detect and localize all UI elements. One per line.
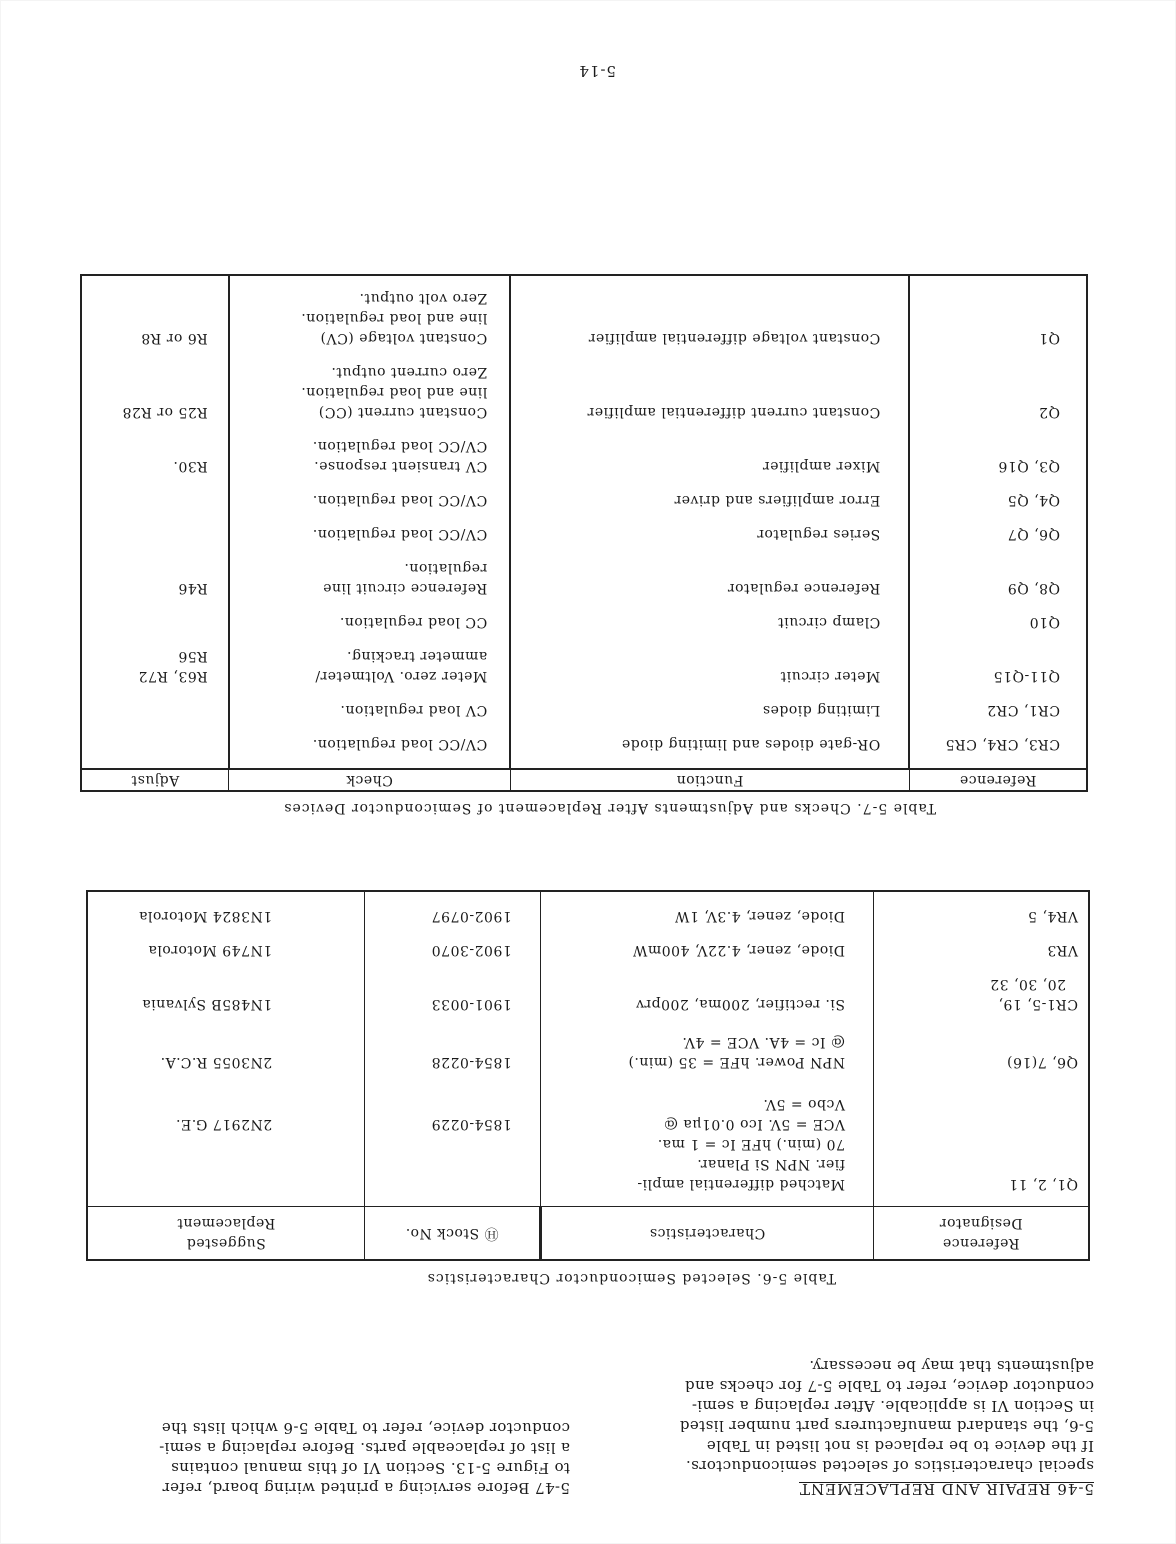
header-reference: Reference bbox=[909, 769, 1087, 791]
cell-check: CV transient response. CV/CC load regulation. bbox=[229, 436, 510, 490]
paragraph-line: adjustments that may be necessary. bbox=[808, 1357, 1094, 1375]
table-5-7-caption: Table 5-7. Checks and Adjustments After Replacement of Semiconductor Devices bbox=[283, 800, 936, 816]
cell-adjust: R6 or R8 bbox=[81, 275, 229, 362]
cell-check: CV load regulation. bbox=[229, 700, 510, 734]
cell-function: Mixer amplifier bbox=[510, 436, 909, 490]
cell-adjust: R46 bbox=[81, 558, 229, 612]
header-check: Check bbox=[229, 769, 510, 791]
cell-adjust: R30. bbox=[81, 436, 229, 490]
cell-reference: Q4, Q5 bbox=[909, 490, 1087, 524]
cell-characteristics: Diode, zener, 4.3V, 1W bbox=[540, 891, 873, 940]
cell-adjust bbox=[81, 700, 229, 734]
cell-replacement: 1N3824 Motorola bbox=[87, 891, 365, 940]
cell-function: OR-gate diodes and limiting diode bbox=[510, 734, 909, 769]
section-heading: 5-46 REPAIR AND REPLACEMENT bbox=[799, 1480, 1094, 1498]
table-row bbox=[81, 275, 1087, 362]
header-stock-no: Ⓗ Stock No. bbox=[365, 1207, 541, 1261]
table-row bbox=[81, 436, 1087, 490]
cell-reference: VR4, 5 bbox=[873, 891, 1089, 940]
cell-function: Meter circuit bbox=[510, 646, 909, 700]
cell-adjust: R25 or R28 bbox=[81, 362, 229, 436]
cell-check: CV/CC load regulation. bbox=[229, 734, 510, 769]
cell-reference: Q1 bbox=[909, 275, 1087, 362]
table-row bbox=[81, 734, 1087, 769]
table-header-row bbox=[81, 769, 1087, 791]
table-5-7 bbox=[80, 274, 1088, 792]
cell-stock-no: 1902-0797 bbox=[365, 891, 541, 940]
cell-reference: CR1-5, 19, 20, 30, 32 bbox=[873, 974, 1089, 1032]
cell-stock-no: 1902-3070 bbox=[365, 940, 541, 974]
cell-adjust bbox=[81, 734, 229, 769]
cell-function: Limiting diodes bbox=[510, 700, 909, 734]
cell-reference: Q8, Q9 bbox=[909, 558, 1087, 612]
table-row bbox=[81, 490, 1087, 524]
table-row bbox=[87, 974, 1089, 1032]
cell-function: Error amplifiers and driver bbox=[510, 490, 909, 524]
table-row bbox=[81, 558, 1087, 612]
cell-check: CC load regulation. bbox=[229, 612, 510, 646]
paragraph-line: If the device to be replaced is not listed in Table bbox=[706, 1437, 1094, 1455]
table-row bbox=[81, 646, 1087, 700]
table-row bbox=[81, 700, 1087, 734]
cell-check: CV/CC load regulation. bbox=[229, 490, 510, 524]
cell-check: Constant current (CC) line and load regulation. Zero current output. bbox=[229, 362, 510, 436]
cell-adjust bbox=[81, 490, 229, 524]
cell-adjust bbox=[81, 524, 229, 558]
header-adjust: Adjust bbox=[81, 769, 229, 791]
paragraph-left-column bbox=[680, 1356, 1094, 1476]
cell-function: Clamp circuit bbox=[510, 612, 909, 646]
cell-reference: Q11-Q15 bbox=[909, 646, 1087, 700]
cell-characteristics: Diode, zener, 4.22V, 400mW bbox=[540, 940, 873, 974]
cell-stock-no: 1854-0228 bbox=[365, 1032, 541, 1094]
cell-reference: Q1, 2, 11 bbox=[873, 1094, 1089, 1207]
paragraph-line: conductor device, refer to Table 5-6 which lists the bbox=[161, 1419, 570, 1437]
cell-reference: CR1, CR2 bbox=[909, 700, 1087, 734]
table-header-row bbox=[87, 1207, 1089, 1261]
table-row bbox=[81, 362, 1087, 436]
cell-function: Reference regulator bbox=[510, 558, 909, 612]
cell-reference: Q6, Q7 bbox=[909, 524, 1087, 558]
paragraph-line: conductor device, refer to Table 5-7 for checks and bbox=[684, 1377, 1094, 1395]
cell-adjust bbox=[81, 612, 229, 646]
table-row bbox=[87, 940, 1089, 974]
cell-function: Constant current differential amplifier bbox=[510, 362, 909, 436]
cell-function: Constant voltage differential amplifier bbox=[510, 275, 909, 362]
cell-adjust: R63, R72 R56 bbox=[81, 646, 229, 700]
header-characteristics: Characteristics bbox=[540, 1207, 873, 1261]
cell-characteristics: Matched differential ampli- fier. NPN Si Planar. 70 (min.) hFE Ic = 1 ma. VCE = 5V. Ico 0.01μa @ Vcbo = 5V. bbox=[540, 1094, 873, 1207]
header-function: Function bbox=[510, 769, 909, 791]
header-suggested-replacement: Suggested Replacement bbox=[87, 1207, 365, 1261]
cell-characteristics: Si. rectifier, 200ma, 200prv bbox=[540, 974, 873, 1032]
cell-reference: CR3, CR4, CR5 bbox=[909, 734, 1087, 769]
cell-check: CV/CC load regulation. bbox=[229, 524, 510, 558]
cell-stock-no: 1854-0229 bbox=[365, 1094, 541, 1207]
cell-replacement: 2N3055 R.C.A. bbox=[87, 1032, 365, 1094]
cell-stock-no: 1901-0033 bbox=[365, 974, 541, 1032]
cell-function: Series regulator bbox=[510, 524, 909, 558]
cell-reference: VR3 bbox=[873, 940, 1089, 974]
paragraph-line: in Section VI is applicable. After replacing a semi- bbox=[691, 1397, 1094, 1415]
cell-reference: Q10 bbox=[909, 612, 1087, 646]
table-row bbox=[87, 1032, 1089, 1094]
paragraph-line: to Figure 5-13. Section VI of this manual contains bbox=[170, 1459, 570, 1477]
header-reference-designator: Reference Designator bbox=[873, 1207, 1089, 1261]
cell-check: Reference circuit line regulation. bbox=[229, 558, 510, 612]
cell-check: Constant voltage (CV) line and load regulation. Zero volt output. bbox=[229, 275, 510, 362]
cell-reference: Q2 bbox=[909, 362, 1087, 436]
table-row bbox=[87, 1094, 1089, 1207]
cell-replacement: 1N485B Sylvania bbox=[87, 974, 365, 1032]
cell-characteristics: NPN Power. hFE = 35 (min.) @ Ic = 4A. VCE = 4V. bbox=[540, 1032, 873, 1094]
table-5-6 bbox=[86, 890, 1090, 1261]
table-row bbox=[87, 891, 1089, 940]
cell-replacement: 2N2917 G.E. bbox=[87, 1094, 365, 1207]
paragraph-line: 5-6, the standard manufacturers part number listed bbox=[679, 1417, 1094, 1435]
cell-reference: Q3, Q16 bbox=[909, 436, 1087, 490]
cell-reference: Q6, 7(16) bbox=[873, 1032, 1089, 1094]
paragraph-right-column bbox=[159, 1418, 570, 1498]
paragraph-line: 5-47 Before servicing a printed wiring board, refer bbox=[162, 1479, 570, 1497]
paragraph-line: a list of replaceable parts. Before replacing a semi- bbox=[158, 1439, 570, 1457]
table-row bbox=[81, 612, 1087, 646]
cell-replacement: 1N749 Motorola bbox=[87, 940, 365, 974]
table-row bbox=[81, 524, 1087, 558]
paragraph-line: special characteristics of selected semiconductors. bbox=[685, 1457, 1094, 1475]
cell-check: Meter zero. Voltmeter/ ammeter tracking. bbox=[229, 646, 510, 700]
page-number: 5-14 bbox=[578, 62, 616, 80]
table-5-6-caption: Table 5-6. Selected Semiconductor Characteristics bbox=[426, 1270, 836, 1286]
